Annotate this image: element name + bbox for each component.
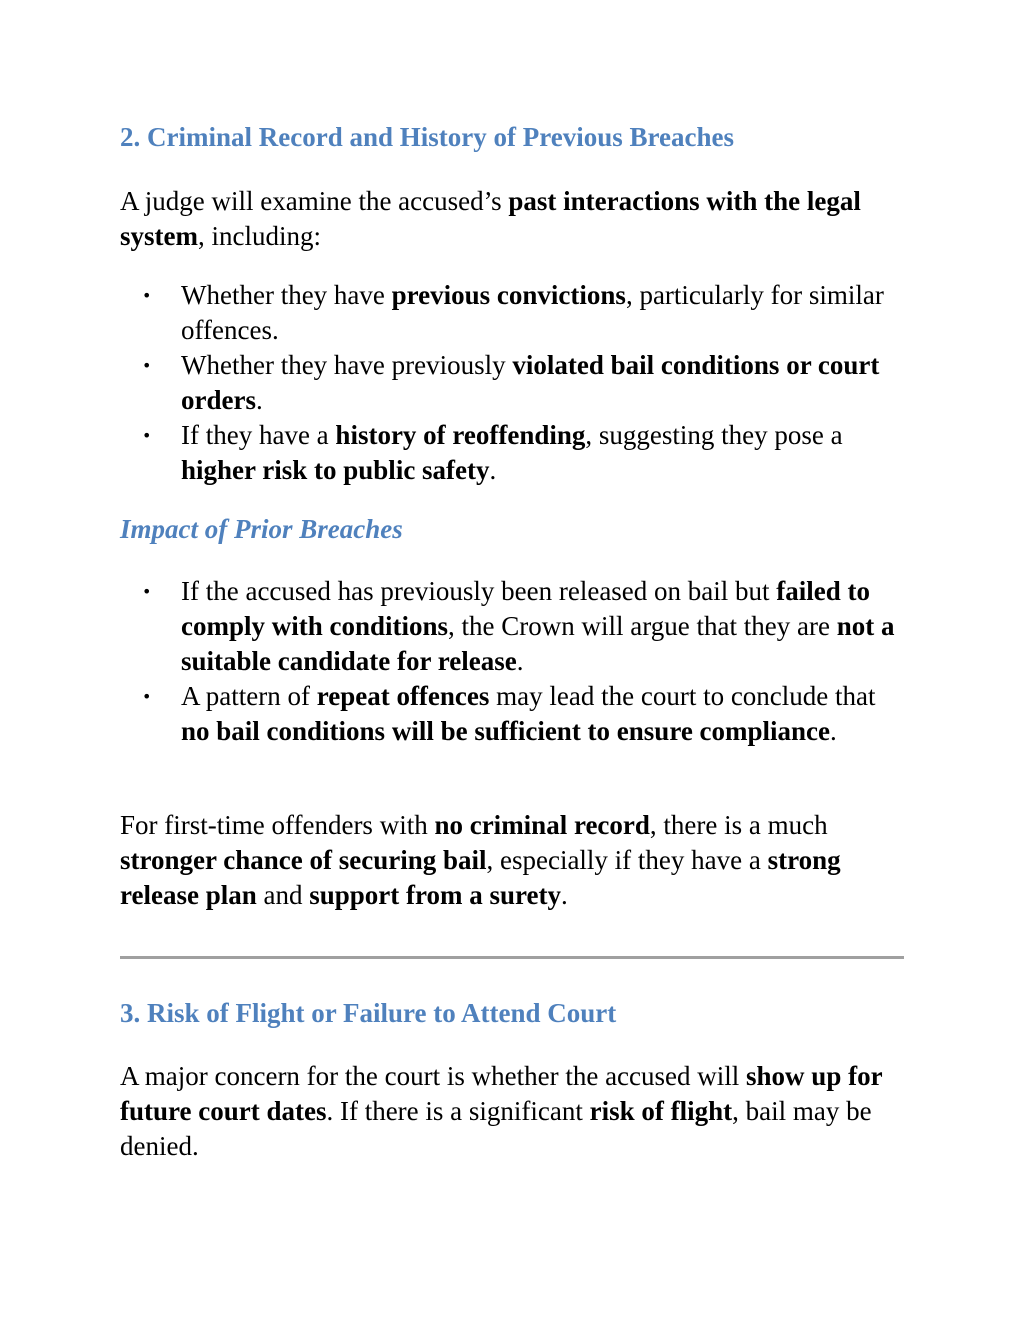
bullet-icon: • [142,582,152,601]
bold-text-run: support from a surety [309,880,561,910]
list-item [120,278,904,348]
bold-text-run: not a suitable candidate for release [181,611,895,676]
bullet-icon: • [142,426,152,445]
horizontal-rule [120,956,904,959]
text-run: , the Crown will argue that they are [448,611,837,641]
text-run: , particularly for similar offences. [181,280,884,345]
list-item-text [181,280,884,345]
bold-text-run: show up for future court dates [120,1061,883,1126]
text-run: , bail may be denied. [120,1096,872,1161]
section-2-closing [120,808,904,913]
text-run: , suggesting they pose a [585,420,843,450]
section-3-heading: 3. Risk of Flight or Failure to Attend Court [120,998,617,1028]
text-run: . If there is a significant [326,1096,590,1126]
list-item-text [181,576,894,676]
bold-text-run: risk of flight [589,1096,733,1126]
bold-text-run: violated bail conditions or court orders [181,350,880,415]
impact-bullet-list [120,574,904,749]
bold-text-run: previous convictions [391,280,626,310]
section-2-intro [120,184,904,254]
text-run: . [830,716,837,746]
text-run: Whether they have previously [181,350,513,380]
text-run: . [489,455,497,485]
section-3-intro [120,1059,904,1164]
text-run: , including: [197,221,321,251]
text-run: , especially if they have a [486,845,768,875]
text-run: For first-time offenders with [120,810,435,840]
section-2-heading: 2. Criminal Record and History of Previous Breaches [120,122,734,152]
list-item-text [181,420,843,485]
text-run: A pattern of [181,681,317,711]
text-run: . [516,646,524,676]
impact-subheading: Impact of Prior Breaches [120,514,403,544]
list-item [120,574,904,679]
bold-text-run: history of reoffending [335,420,586,450]
text-run: . [561,880,568,910]
bold-text-run: higher risk to public safety [181,455,490,485]
text-run: may lead the court to conclude that [489,681,876,711]
bold-text-run: past interactions with the legal system [120,186,861,251]
text-run: A judge will examine the accused’s [120,186,509,216]
text-run: If the accused has previously been released on bail but [181,576,777,606]
text-run: If they have a [181,420,336,450]
text-run: Whether they have [181,280,392,310]
bullet-icon: • [142,687,152,706]
bullet-icon: • [142,286,152,305]
section-2-bullet-list [120,278,904,488]
bullet-icon: • [142,356,152,375]
text-run: . [255,385,263,415]
text-run: and [256,880,310,910]
bold-text-run: no criminal record [434,810,650,840]
text-run: A major concern for the court is whether the accused will [120,1061,747,1091]
list-item-text [181,681,876,746]
list-item-text [181,350,879,415]
list-item [120,348,904,418]
list-item [120,679,904,749]
bold-text-run: failed to comply with conditions [181,576,871,641]
bold-text-run: repeat offences [316,681,490,711]
bold-text-run: stronger chance of securing bail [120,845,487,875]
bold-text-run: no bail conditions will be sufficient to ensure compliance [181,716,831,746]
text-run: , there is a much [649,810,828,840]
bold-text-run: strong release plan [120,845,841,910]
list-item [120,418,904,488]
